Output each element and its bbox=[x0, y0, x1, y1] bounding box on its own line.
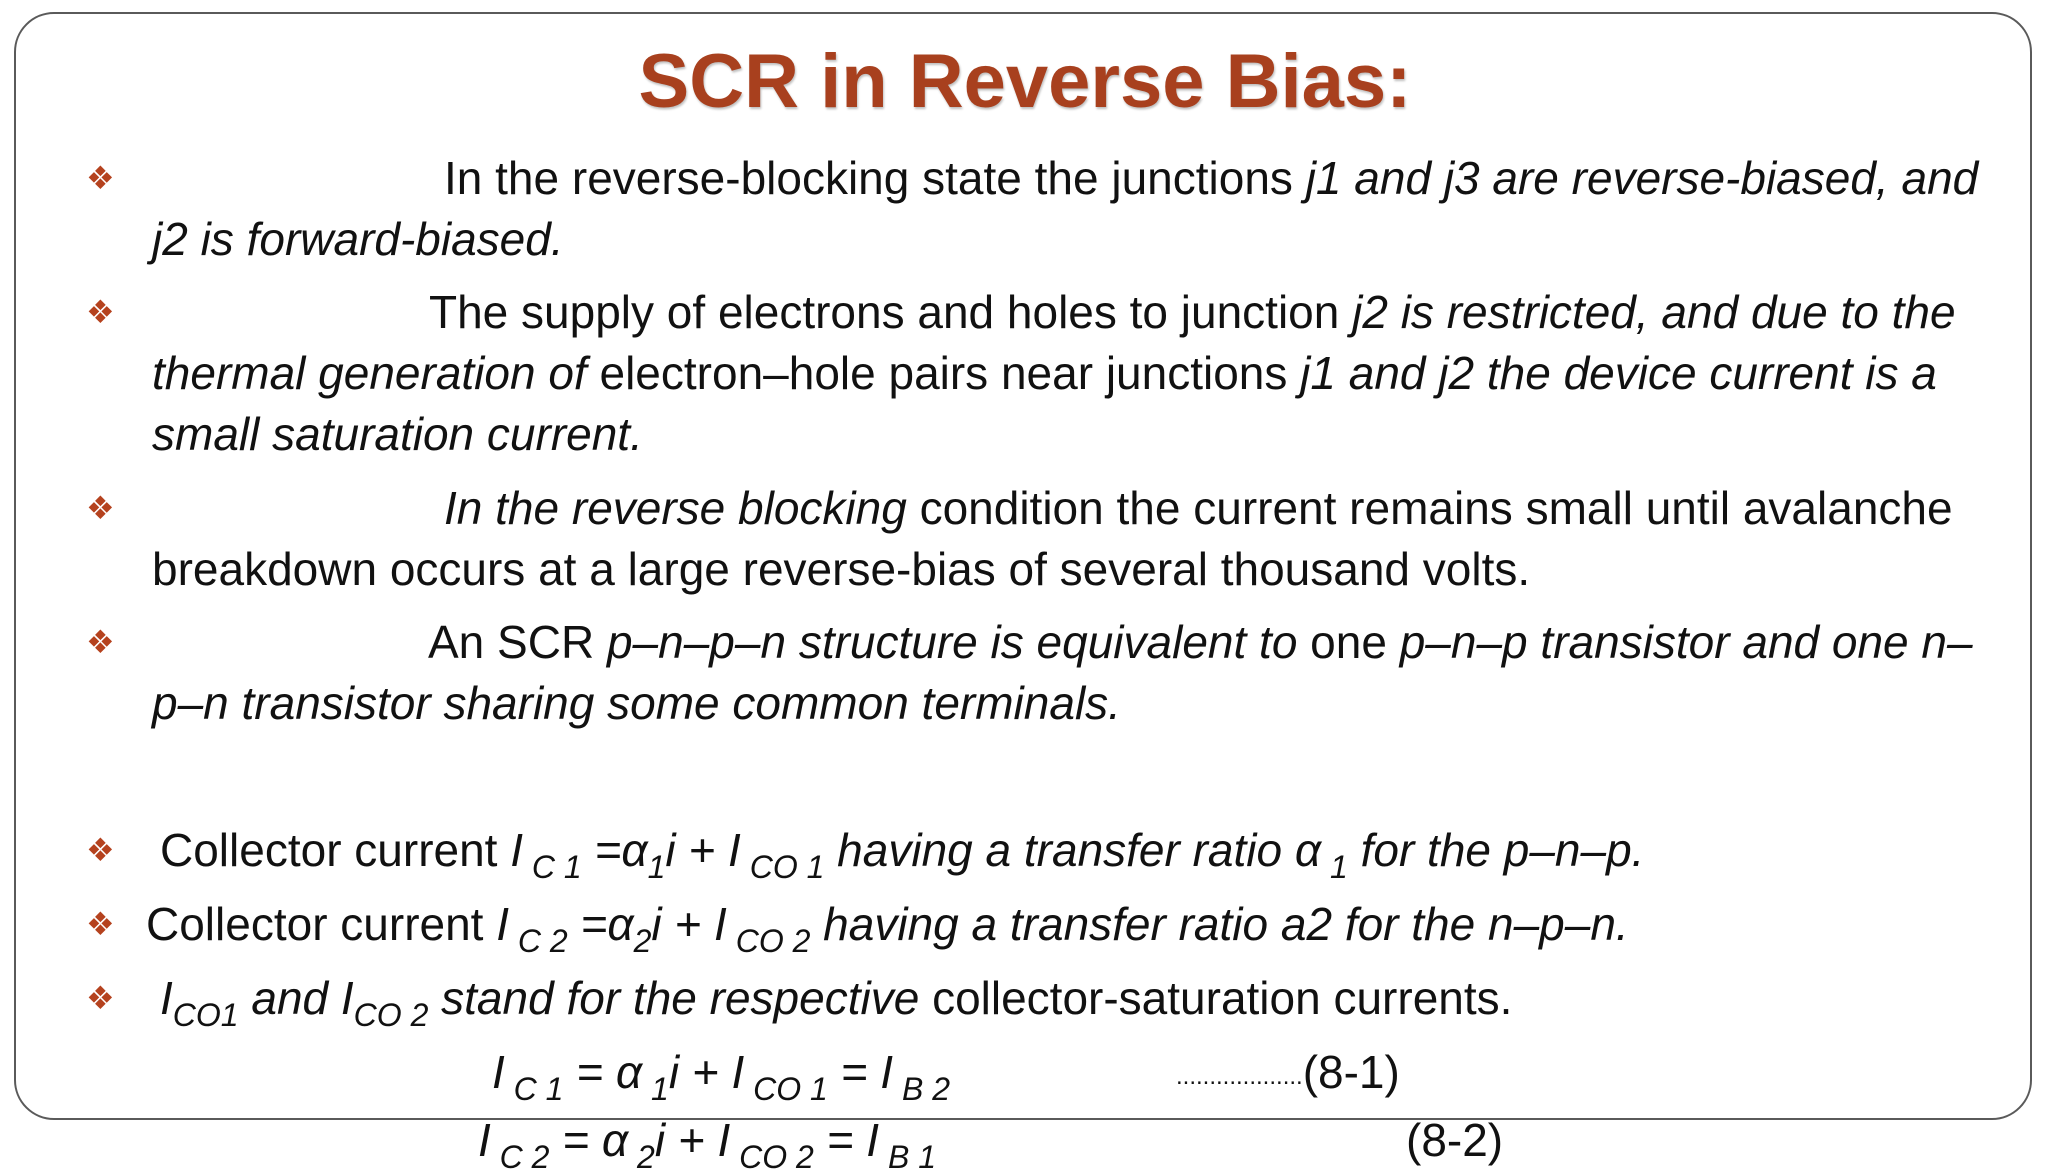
equation-8-2: I $_{C 2}$ = α $_2$i + I $_{CO 2}$ = I $_{B 1}$ bbox=[478, 1114, 936, 1175]
diamond-bullet-icon: ❖ bbox=[86, 490, 115, 526]
equation-8-1-number: ...................(8-1) bbox=[1176, 1046, 1400, 1098]
equation-8-1: I $_{C 1}$ = α $_1$i + I $_{CO 1}$ = I $_{B 2}$ bbox=[492, 1046, 950, 1107]
diamond-bullet-icon: ❖ bbox=[86, 294, 115, 330]
bullet-reverse-blocking-condition: ❖ In the reverse blocking condition the current remains small until avalanche breakdown occurs at a large reverse-bias of several thousand volts. bbox=[86, 478, 1986, 600]
slide bbox=[14, 12, 2032, 1175]
diamond-bullet-icon: ❖ bbox=[86, 980, 115, 1016]
diamond-bullet-icon: ❖ bbox=[86, 160, 115, 196]
bullet-scr-structure: ❖ An SCR p–n–p–n structure is equivalent to one p–n–p transistor and one n–p–n transistor sharing some common terminals. bbox=[86, 612, 1986, 734]
diamond-bullet-icon: ❖ bbox=[86, 906, 115, 942]
bullet-reverse-blocking-state: ❖ In the reverse-blocking state the junctions j1 and j3 are reverse-biased, and j2 is forward-biased. bbox=[86, 148, 1986, 270]
diamond-bullet-icon: ❖ bbox=[86, 832, 115, 868]
diamond-bullet-icon: ❖ bbox=[86, 624, 115, 660]
bullet-collector-current-1: ❖ Collector current I $_{C 1} =\alpha_1i + I$ $_{CO 1}$ having a transfer ratio α $_1$ for the p–n–p. bbox=[86, 820, 1986, 886]
equation-8-2-number: (8-2) bbox=[1406, 1114, 1504, 1166]
bullet-supply-of-electrons: ❖ The supply of electrons and holes to junction j2 is restricted, and due to the thermal generation of electron–hole pairs near junctions j1 and j2 the device current is a small saturation current. bbox=[86, 282, 1986, 465]
bullet-saturation-currents: ❖ $I_{CO1}$ and $I_{CO 2}$ stand for the respective collector-saturation currents. bbox=[86, 968, 1986, 1034]
bullet-collector-current-2: ❖ Collector current I $_{C 2} =\alpha_2i + I$ $_{CO 2}$ having a transfer ratio a2 for the n–p–n. bbox=[86, 894, 1986, 960]
slide-title: SCR in Reverse Bias: bbox=[638, 39, 1412, 124]
